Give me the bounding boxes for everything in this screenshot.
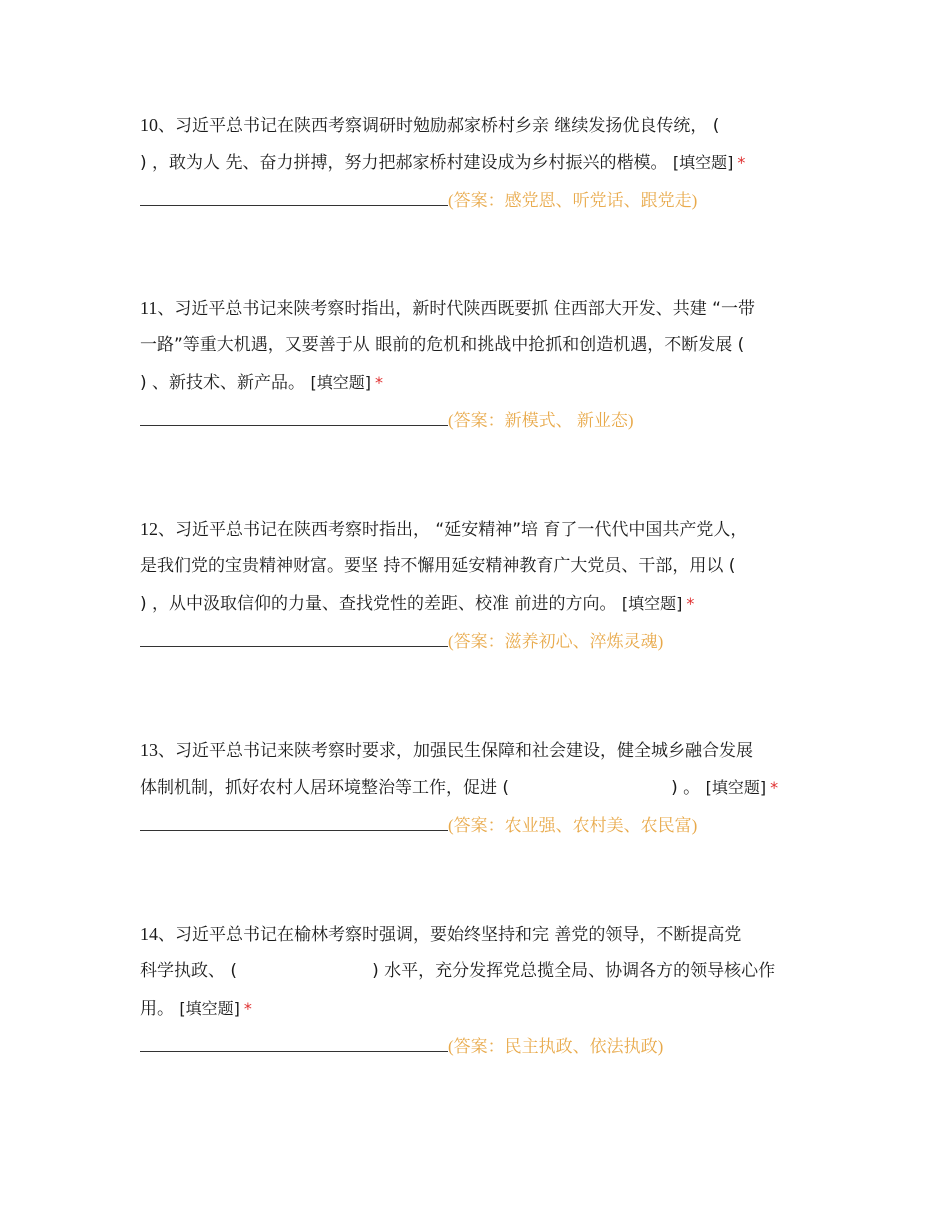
answer-text: (答案：民主执政、依法执政) xyxy=(448,1037,664,1056)
required-star: * xyxy=(770,778,779,797)
answer-line xyxy=(140,806,820,843)
question-type-tag: [填空题] xyxy=(179,999,240,1018)
answer-text: (答案：感党恩、听党话、跟党走) xyxy=(448,191,698,210)
answer-blank-input[interactable] xyxy=(140,622,448,647)
question-line xyxy=(140,290,820,327)
answer-line xyxy=(140,181,820,218)
question-line xyxy=(140,990,820,1027)
question-line xyxy=(140,585,820,622)
answer-line xyxy=(140,401,820,438)
question-text: ) 、新技术、新产品。 xyxy=(140,373,306,393)
question-text: ) ，敢为人 先、奋力拼搏，努力把郝家桥村建设成为乡村振兴的楷模。 xyxy=(140,153,668,173)
question-text: 体制机制，抓好农村人居环境整治等工作，促进 ( ) 。 xyxy=(140,778,701,798)
question-text: 、习近平总书记在陕西考察调研时勉励郝家桥村乡亲 继续发扬优良传统， ( xyxy=(158,116,720,136)
question-number: 13 xyxy=(140,740,158,760)
question-number: 14 xyxy=(140,924,158,944)
question-line xyxy=(140,548,820,585)
question-text: 、习近平总书记来陕考察时要求，加强民生保障和社会建设，健全城乡融合发展 xyxy=(158,741,753,761)
question-line xyxy=(140,327,820,364)
question-number: 11 xyxy=(140,298,158,318)
question-line xyxy=(140,916,820,953)
question-text: 、习近平总书记来陕考察时指出，新时代陕西既要抓 住西部大开发、共建 “一带 xyxy=(157,299,755,319)
question-text: 、习近平总书记在陕西考察时指出， “延安精神”培 育了一代代中国共产党人， xyxy=(158,520,748,540)
required-star: * xyxy=(374,373,383,392)
question-line xyxy=(140,769,820,806)
question-type-tag: [填空题] xyxy=(672,153,734,172)
question-text: ) ，从中汲取信仰的力量、查找党性的差距、校准 前进的方向。 xyxy=(140,594,617,614)
question-10 xyxy=(140,107,820,218)
question-14 xyxy=(140,916,820,1064)
question-text: 一路”等重大机遇，又要善于从 眼前的危机和挑战中抢抓和创造机遇，不断发展 ( xyxy=(140,335,745,355)
answer-text: (答案：新模式、 新业态) xyxy=(448,411,634,430)
answer-text: (答案：滋养初心、淬炼灵魂) xyxy=(448,632,664,651)
answer-blank-input[interactable] xyxy=(140,1027,448,1052)
answer-line xyxy=(140,622,820,659)
question-type-tag: [填空题] xyxy=(621,594,683,613)
question-text: 是我们党的宝贵精神财富。要坚 持不懈用延安精神教育广大党员、干部，用以 ( xyxy=(140,556,736,576)
question-type-tag: [填空题] xyxy=(310,373,371,392)
question-line xyxy=(140,511,820,548)
question-number: 12 xyxy=(140,519,158,539)
question-number: 10 xyxy=(140,115,158,135)
answer-blank-input[interactable] xyxy=(140,181,448,206)
question-text: 科学执政、 ( ) 水平，充分发挥党总揽全局、协调各方的领导核心作 xyxy=(140,961,776,981)
required-star: * xyxy=(737,153,746,172)
answer-text: (答案：农业强、农村美、农民富) xyxy=(448,816,698,835)
question-11 xyxy=(140,290,820,438)
question-line xyxy=(140,364,820,401)
question-text: 、习近平总书记在榆林考察时强调，要始终坚持和完 善党的领导，不断提高党 xyxy=(158,925,742,945)
question-text: 用。 xyxy=(140,999,174,1019)
question-line xyxy=(140,953,820,990)
question-line xyxy=(140,732,820,769)
question-type-tag: [填空题] xyxy=(705,778,767,797)
question-13 xyxy=(140,732,820,843)
question-line xyxy=(140,107,820,144)
question-line xyxy=(140,144,820,181)
answer-line xyxy=(140,1027,820,1064)
answer-blank-input[interactable] xyxy=(140,806,448,831)
question-12 xyxy=(140,511,820,659)
answer-blank-input[interactable] xyxy=(140,401,448,426)
required-star: * xyxy=(243,999,252,1018)
required-star: * xyxy=(686,594,695,613)
